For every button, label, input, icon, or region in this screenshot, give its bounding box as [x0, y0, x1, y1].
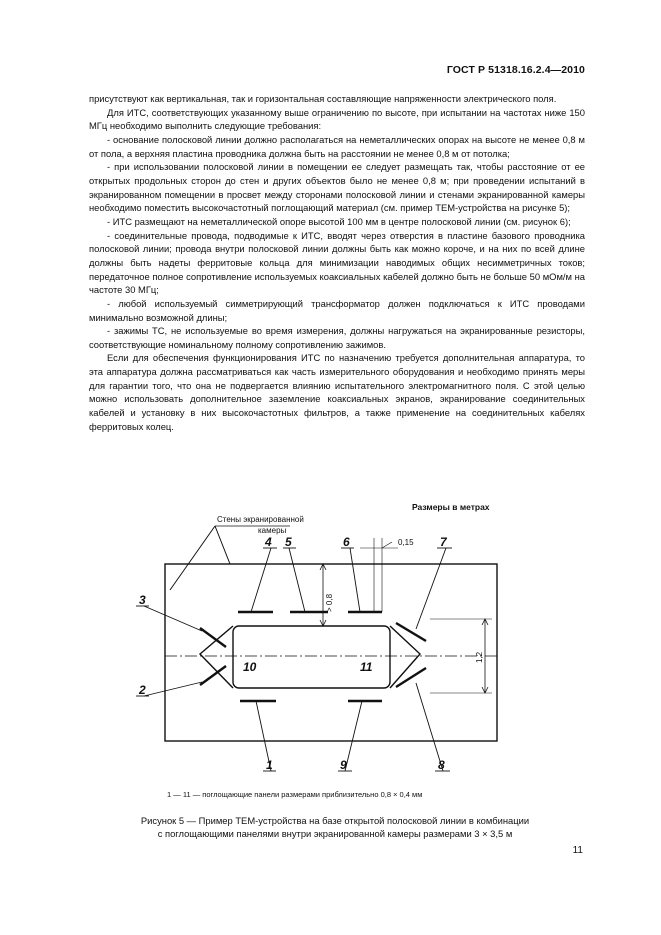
- panel-2: [200, 666, 226, 685]
- dims-note: Размеры в метрах: [412, 502, 490, 512]
- panel-7: [396, 623, 426, 641]
- callout-7: 7: [440, 535, 447, 549]
- paragraph: - зажимы ТС, не используемые во время измерения, должны нагружаться на экранированные резисторы, соответствующие номинальному полному сопротивлению зажимов.: [89, 325, 585, 350]
- callout-6: 6: [343, 535, 350, 549]
- strip-conductor: [233, 626, 390, 688]
- tem-device-figure: [130, 500, 550, 800]
- walls-label: Стены экранированной: [217, 515, 304, 524]
- dim-12-label: 1,2: [475, 651, 484, 663]
- taper-left: [200, 626, 233, 688]
- walls-label: камеры: [258, 526, 287, 535]
- callout-3: 3: [139, 593, 146, 607]
- caption-line: Рисунок 5 — Пример ТЕМ-устройства на базе открытой полосковой линии в комбинации: [140, 815, 530, 826]
- callout-11: 11: [360, 660, 373, 674]
- figure-caption: [80, 815, 590, 840]
- panel-8: [396, 668, 426, 687]
- document-code: ГОСТ Р 51318.16.2.4—2010: [446, 64, 585, 76]
- panel-3: [200, 628, 226, 647]
- page-number: 11: [572, 845, 583, 856]
- paragraph: - при использовании полосковой линии в помещении ее следует размещать так, чтобы расстояние от ее открытых продольных сторон до стен и других объектов было не менее 0,8 м; при проведении испытаний в экранированном помещении в просвет между сторонами полосковой линии и стенами экранированной камеры необходимо поместить высокочастотный поглощающий материал (см. пример ТЕМ-устройства на рисунке 5);: [89, 161, 585, 214]
- callout-1: 1: [266, 758, 273, 772]
- dim-08-label: > 0,8: [325, 593, 334, 612]
- paragraph: - основание полосковой линии должно располагаться на неметаллических опорах на высоте не менее 0,8 м от пола, а верхняя пластина проводника должна быть на расстоянии не менее 0,8 м от потолка;: [89, 133, 585, 159]
- callout-9: 9: [340, 758, 347, 772]
- chamber-walls: [165, 564, 497, 741]
- walls-leader: [170, 526, 215, 590]
- callout-2: 2: [139, 683, 146, 697]
- walls-leader: [215, 526, 230, 564]
- dim-015-label: 0,15: [398, 538, 414, 547]
- paragraph: - любой используемый симметрирующий трансформатор должен подключаться к ИТС проводами минимально возможной длины;: [89, 297, 585, 323]
- paragraph: Для ИТС, соответствующих указанному выше ограничению по высоте, при испытании на частотах ниже 150 МГц необходимо выполнить следующие требования:: [89, 106, 585, 132]
- paragraph: - соединительные провода, подводимые к ИТС, вводят через отверстия в пластине базового проводника полосковой линии; провода внутри полосковой линии должны быть как можно короче, и на них по всей длине должны быть надеты ферритовые кольца для минимизации наводимых общих несимметричных токов; передаточное полное сопротивление используемых коаксиальных кабелей должно быть не больше 50 мОм/м на частоте 30 МГц;: [89, 229, 585, 296]
- paragraph: - ИТС размещают на неметаллической опоре высотой 100 мм в центре полосковой линии (см. рисунок 6);: [107, 215, 571, 227]
- callout-10: 10: [243, 660, 257, 674]
- figure-note: 1 — 11 — поглощающие панели размерами приблизительно 0,8 × 0,4 мм: [167, 790, 423, 799]
- paragraph: присутствуют как вертикальная, так и горизонтальная составляющие напряженности электрического поля.: [89, 93, 557, 104]
- paragraph: Если для обеспечения функционирования ИТС по назначению требуется дополнительная аппаратура, то эта аппаратура должна рассматриваться как часть измерительного оборудования и необходимо принять меры для гарантии того, что она не подвергается влиянию испытательного электромагнитного поля. С этой целью можно использовать дополнительное заземление коаксиальных экранов, экранирование соединительных кабелей и установку в них высокочастотных фильтров, а также применение на соединительных кабелях ферритовых колец.: [89, 352, 585, 432]
- body-text: [89, 92, 585, 433]
- callout-8: 8: [438, 758, 445, 772]
- callout-4: 4: [265, 535, 272, 549]
- callout-5: 5: [285, 535, 292, 549]
- caption-line: с поглощающими панелями внутри экранированной камеры размерами 3 × 3,5 м: [157, 827, 513, 839]
